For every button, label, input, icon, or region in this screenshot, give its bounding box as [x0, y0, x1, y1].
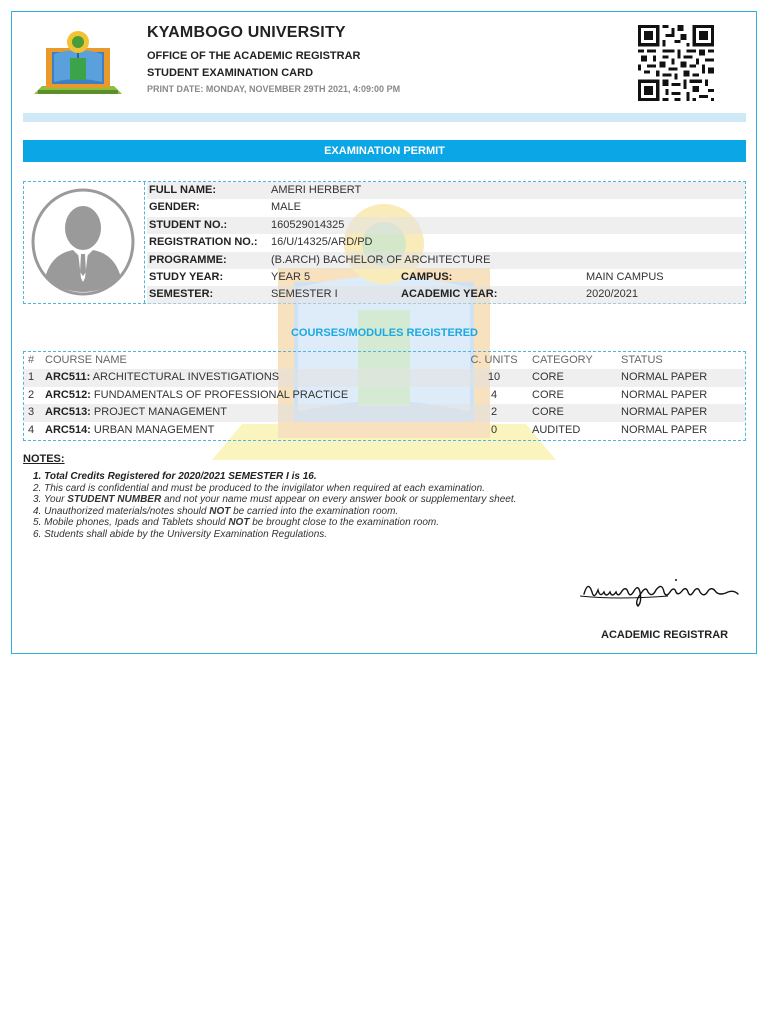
courses-table-header	[24, 352, 745, 369]
table-row	[24, 422, 745, 439]
header-units: C. UNITS	[470, 354, 518, 366]
note-2: 2. This card is confidential and must be produced to the invigilator when required at each examination.	[33, 482, 485, 494]
note-4-text: 4. Unauthorized materials/notes should	[33, 505, 210, 517]
note-5-text: 5. Mobile phones, Ipads and Tablets should	[33, 517, 229, 529]
course-code: ARC511:	[45, 371, 91, 384]
course-category: AUDITED	[532, 423, 581, 436]
note-3	[33, 494, 733, 506]
photo-cell	[24, 182, 145, 303]
note-1: 1. Total Credits Registered for 2020/2021 SEMESTER I is 16.	[33, 471, 317, 482]
note-3-emphasis: STUDENT NUMBER	[67, 494, 162, 506]
semester-label: SEMESTER:	[149, 288, 214, 301]
note-3-text-end: and not your name must appear on every answer book or supplementary sheet.	[161, 494, 517, 506]
course-num: 4	[28, 423, 35, 436]
info-row-student-no	[147, 217, 745, 234]
course-units: 2	[490, 406, 498, 419]
info-row-semester	[147, 286, 745, 303]
print-date: PRINT DATE: MONDAY, NOVEMBER 29TH 2021, 4:09:00 PM	[147, 84, 401, 94]
course-units: 4	[490, 388, 498, 401]
full-name-label: FULL NAME:	[149, 184, 217, 196]
study-year-label: STUDY YEAR:	[149, 270, 224, 283]
header-divider	[23, 113, 746, 122]
office-title: OFFICE OF THE ACADEMIC REGISTRAR	[147, 50, 361, 62]
course-name	[45, 387, 348, 404]
study-year-value: YEAR 5	[271, 270, 311, 283]
course-category: CORE	[532, 371, 564, 384]
campus-label: CAMPUS:	[401, 270, 453, 283]
course-name	[45, 369, 279, 386]
note-4-emphasis: NOT	[209, 505, 231, 517]
course-name	[45, 404, 227, 421]
course-code: ARC514:	[45, 423, 91, 436]
student-no-label: STUDENT NO.:	[149, 218, 228, 231]
course-status: NORMAL PAPER	[621, 406, 708, 419]
registration-no-value: 16/U/14325/ARD/PD	[271, 236, 373, 249]
table-row	[24, 369, 745, 386]
note-6: 6. Students shall abide by the University Examination Regulations.	[33, 528, 328, 540]
course-code: ARC512:	[45, 388, 91, 401]
courses-title: COURSES/MODULES REGISTERED	[290, 327, 479, 339]
info-row-full-name	[147, 182, 745, 199]
note-5	[33, 517, 733, 529]
course-title: URBAN MANAGEMENT	[93, 423, 215, 436]
note-3-text: 3. Your	[33, 494, 68, 506]
course-num: 3	[28, 406, 35, 419]
qr-code-icon	[638, 24, 714, 102]
full-name-value: AMERI HERBERT	[271, 184, 362, 196]
course-status: NORMAL PAPER	[621, 388, 708, 401]
course-status: NORMAL PAPER	[621, 423, 708, 436]
programme-label: PROGRAMME:	[149, 253, 227, 266]
header-category: CATEGORY	[532, 354, 593, 366]
person-avatar-icon	[31, 188, 135, 296]
campus-value: MAIN CAMPUS	[586, 270, 664, 283]
course-status: NORMAL PAPER	[621, 371, 708, 384]
info-row-study-year	[147, 269, 745, 286]
note-5-text-end: be brought close to the examination room.	[249, 517, 439, 529]
student-no-value: 160529014325	[271, 218, 345, 231]
course-title: PROJECT MANAGEMENT	[93, 406, 227, 419]
course-num: 1	[28, 371, 35, 384]
registration-no-label: REGISTRATION NO.:	[149, 236, 258, 249]
info-row-gender	[147, 199, 745, 216]
course-units: 0	[490, 423, 498, 436]
university-name: KYAMBOGO UNIVERSITY	[147, 24, 346, 41]
university-crest-icon	[32, 28, 124, 100]
course-category: CORE	[532, 388, 564, 401]
course-code: ARC513:	[45, 406, 91, 419]
course-units: 10	[487, 371, 501, 384]
gender-label: GENDER:	[149, 201, 200, 214]
course-title: ARCHITECTURAL INVESTIGATIONS	[92, 371, 280, 384]
course-name	[45, 422, 214, 439]
registrar-signature	[578, 572, 742, 608]
notes-title: NOTES:	[23, 453, 65, 465]
info-row-registration-no	[147, 234, 745, 251]
info-row-programme	[147, 252, 745, 269]
academic-year-value: 2020/2021	[586, 288, 638, 301]
programme-value: (B.ARCH) BACHELOR OF ARCHITECTURE	[271, 253, 491, 266]
course-title: FUNDAMENTALS OF PROFESSIONAL PRACTICE	[93, 388, 349, 401]
header-status: STATUS	[621, 354, 663, 366]
course-category: CORE	[532, 406, 564, 419]
semester-value: SEMESTER I	[271, 288, 338, 301]
card-title: STUDENT EXAMINATION CARD	[147, 67, 314, 79]
course-num: 2	[28, 388, 35, 401]
note-5-emphasis: NOT	[228, 517, 250, 529]
student-info-panel	[23, 181, 746, 304]
table-row	[24, 387, 745, 404]
courses-table	[23, 351, 746, 441]
header-num: #	[28, 354, 35, 366]
header-course-name: COURSE NAME	[45, 354, 127, 366]
examination-permit-banner: EXAMINATION PERMIT	[23, 140, 746, 162]
note-4	[33, 506, 733, 518]
note-4-text-end: be carried into the examination room.	[230, 505, 399, 517]
table-row	[24, 404, 745, 421]
academic-year-label: ACADEMIC YEAR:	[401, 288, 498, 301]
academic-registrar-label: ACADEMIC REGISTRAR	[601, 629, 729, 641]
gender-value: MALE	[271, 201, 301, 214]
notes-list	[33, 471, 733, 541]
examination-card	[11, 11, 757, 654]
